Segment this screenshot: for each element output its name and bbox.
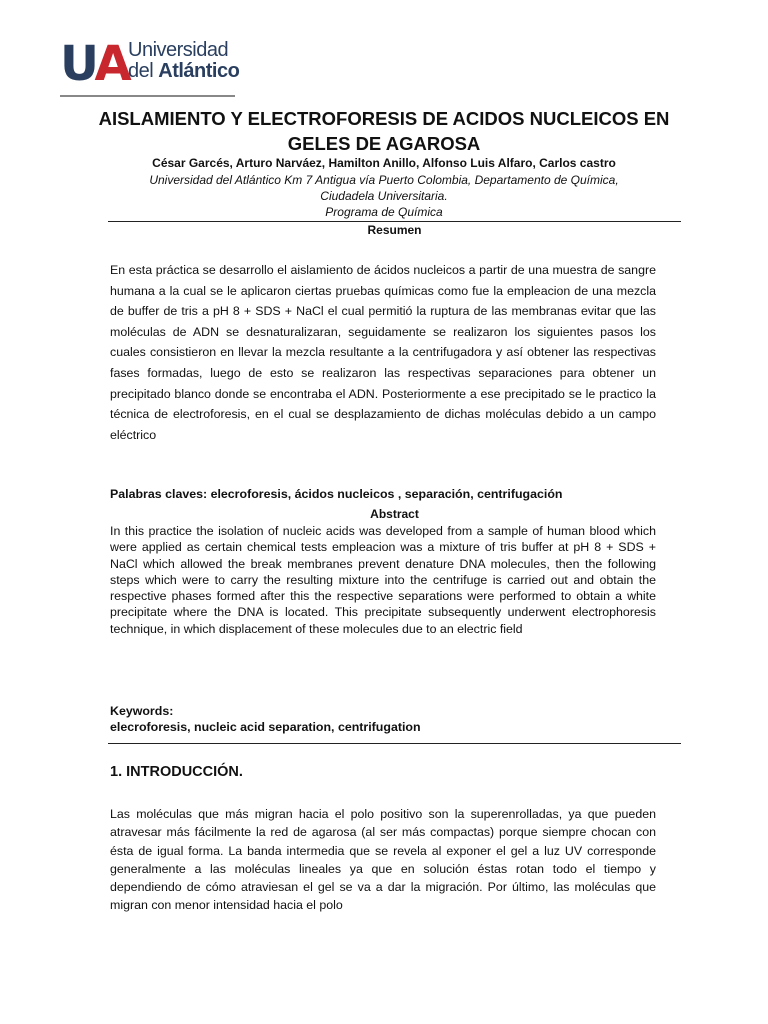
authors: César Garcés, Arturo Narváez, Hamilton Anillo, Alfonso Luis Alfaro, Carlos castro — [152, 156, 616, 170]
affiliation-line2: Ciudadela Universitaria. — [320, 189, 448, 203]
logo-wordmark — [128, 40, 239, 82]
paper-title: AISLAMIENTO Y ELECTROFORESIS DE ACIDOS NUCLEICOS EN GELES DE AGAROSA — [98, 108, 670, 154]
resumen-body: En esta práctica se desarrollo el aislamiento de ácidos nucleicos a partir de una muestra de sangre humana a la cual se le aplicaron ciertas pruebas químicas como fue la empleacion de una mezcla de buffer de tris a pH 8 + SDS + NaCl el cual permitió la ruptura de las membranas evitar que las moléculas de ADN se desnaturalizaran, seguidamente se realizaron los siguientes pasos los cuales consistieron en llevar la mezcla resultante a la centrifugadora y así obtener las respectivas fases formadas, luego de esto se realizaron las respectivas separaciones para obtener un precipitado blanco donde se encontraba el ADN. Posteriormente a ese precipitado se le practico la técnica de electroforesis, en el cual se desplazamiento de dichas moléculas debido a un campo eléctrico — [110, 263, 656, 442]
logo-mark: UA — [60, 36, 129, 92]
intro-body: Las moléculas que más migran hacia el polo positivo son la superenrolladas, ya que pueden atravesar más fácilmente la red de agarosa (al ser más compactas) porque siempre chocan con ésta de igual forma. La banda intermedia que se revela al exponer el gel a luz UV corresponde generalmente a las moléculas lineales ya que en solución éstas rotan todo el tiempo y dependiendo de cómo atraviesan el gel se va a dar la migración. Por último, las moléculas que migran con menor intensidad hacia el polo — [110, 807, 656, 913]
logo-line1: Universidad — [128, 39, 229, 61]
affiliation-line3: Programa de Química — [325, 205, 443, 219]
resumen-heading: Resumen — [367, 223, 422, 237]
divider-top — [108, 221, 681, 222]
university-logo — [60, 36, 240, 96]
keywords-text: elecroforesis, nucleic acid separation, centrifugation — [110, 720, 421, 734]
affiliation — [110, 172, 658, 220]
palabras-claves: Palabras claves: elecroforesis, ácidos nucleicos , separación, centrifugación — [110, 487, 563, 501]
logo-underline — [60, 95, 235, 97]
divider-bottom — [108, 743, 681, 744]
logo-line2: del Atlántico — [128, 60, 240, 82]
abstract-heading: Abstract — [370, 507, 419, 521]
affiliation-line1: Universidad del Atlántico Km 7 Antigua vía Puerto Colombia, Departamento de Química, — [149, 173, 619, 187]
keywords-label: Keywords: — [110, 704, 174, 718]
intro-heading: 1. INTRODUCCIÓN. — [110, 764, 243, 780]
abstract-body: In this practice the isolation of nucleic acids was developed from a sample of human blood which were applied as certain chemical tests empleacion was a mixture of tris buffer at pH 8 + SDS + NaCl which allowed the break membranes prevent denature DNA molecules, then the following steps which were to carry the resulting mixture into the centrifuge is carried out and obtain the respective phases formed after this the respective separations were performed to obtain a white precipitate where the DNA is located. This precipitate subsequently underwent electrophoresis technique, in which displacement of these molecules due to an electric field — [110, 524, 656, 636]
